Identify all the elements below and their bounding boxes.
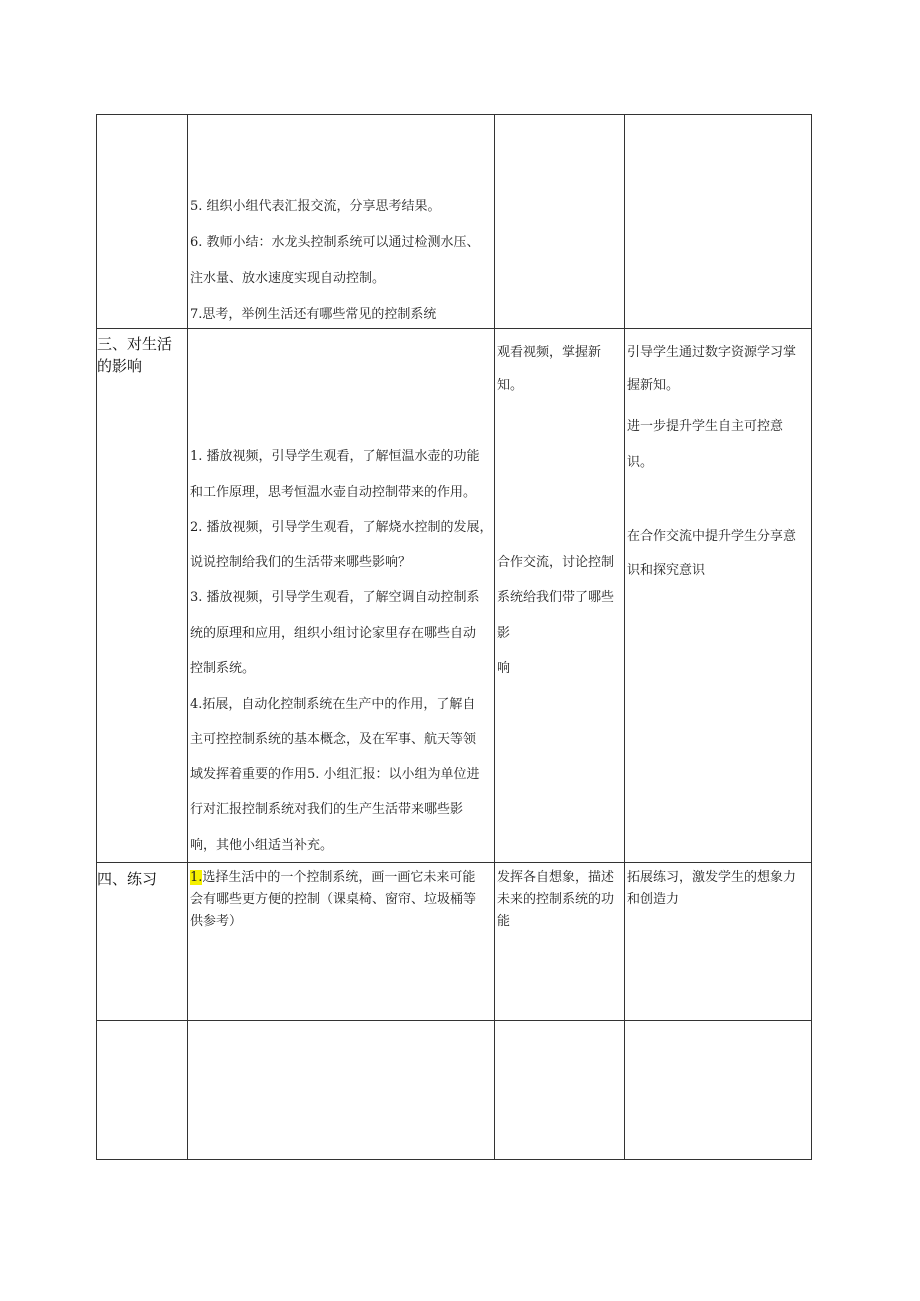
table-border-right: [811, 114, 812, 1160]
activity-text: 3. 播放视频，引导学生观看，了解空调自动控制系: [190, 590, 480, 605]
row-divider: [96, 862, 812, 863]
column-divider: [187, 114, 188, 1160]
student-activity-text: 响: [497, 661, 511, 676]
student-activity-text: 未来的控制系统的功: [497, 892, 615, 907]
design-intent-text: 引导学生通过数字资源学习掌: [627, 345, 797, 360]
student-activity-text: 发挥各自想象，描述: [497, 870, 615, 885]
student-activity-text: 知。: [497, 378, 524, 393]
table-border-left: [96, 114, 97, 1160]
activity-text: 行对汇报控制系统对我们的生产生活带来哪些影: [190, 802, 464, 817]
activity-text: 控制系统。: [190, 661, 256, 676]
student-activity-text: 系统给我们带了哪些: [497, 590, 615, 605]
table-border-bottom: [96, 1159, 812, 1160]
activity-text: 统的原理和应用，组织小组讨论家里存在哪些自动: [190, 626, 477, 641]
design-intent-text: 在合作交流中提升学生分享意: [627, 529, 797, 544]
section-heading: 的影响: [97, 357, 143, 375]
activity-text: 主可控控制系统的基本概念，及在军事、航天等领: [190, 732, 477, 747]
activity-text-line: 选择生活中的一个控制系统，画一画它未来可能: [202, 870, 476, 885]
activity-text: 域发挥着重要的作用5. 小组汇报：以小组为单位进: [190, 767, 480, 782]
row-divider: [96, 1020, 812, 1021]
student-activity-text: 影: [497, 626, 511, 641]
row-divider: [96, 328, 812, 329]
design-intent-text: 识。: [627, 455, 654, 470]
column-divider: [624, 114, 625, 1160]
activity-text: 1. 播放视频，引导学生观看，了解恒温水壶的功能: [190, 449, 480, 464]
activity-text: 注水量、放水速度实现自动控制。: [190, 271, 386, 286]
section-heading: 三、对生活: [97, 335, 173, 353]
activity-text: 供参考）: [190, 914, 243, 929]
table-border-top: [96, 114, 812, 115]
activity-text: 会有哪些更方便的控制（课桌椅、窗帘、垃圾桶等: [190, 892, 477, 907]
design-intent-text: 拓展练习，激发学生的想象力: [627, 870, 797, 885]
column-divider: [494, 114, 495, 1160]
activity-text: 说说控制给我们的生活带来哪些影响？: [190, 555, 412, 570]
activity-text: 4.拓展，自动化控制系统在生产中的作用，了解自: [190, 697, 476, 712]
design-intent-text: 握新知。: [627, 378, 680, 393]
design-intent-text: 识和探究意识: [627, 563, 706, 578]
activity-text: 7.思考，举例生活还有哪些常见的控制系统: [190, 307, 437, 322]
activity-text: 和工作原理，思考恒温水壶自动控制带来的作用。: [190, 485, 477, 500]
activity-text: 响，其他小组适当补充。: [190, 838, 334, 853]
section-heading: 四、练习: [97, 870, 158, 888]
student-activity-text: 观看视频，掌握新: [497, 345, 602, 360]
activity-text: [190, 868, 475, 888]
design-intent-text: 进一步提升学生自主可控意: [627, 419, 784, 434]
activity-text: 5. 组织小组代表汇报交流，分享思考结果。: [190, 199, 441, 214]
student-activity-text: 能: [497, 914, 511, 929]
highlighted-number: 1.: [190, 870, 203, 885]
activity-text: 6. 教师小结：水龙头控制系统可以通过检测水压、: [190, 235, 480, 250]
design-intent-text: 和创造力: [627, 892, 680, 907]
activity-text: 2. 播放视频，引导学生观看，了解烧水控制的发展，: [190, 520, 493, 535]
student-activity-text: 合作交流，讨论控制: [497, 555, 615, 570]
